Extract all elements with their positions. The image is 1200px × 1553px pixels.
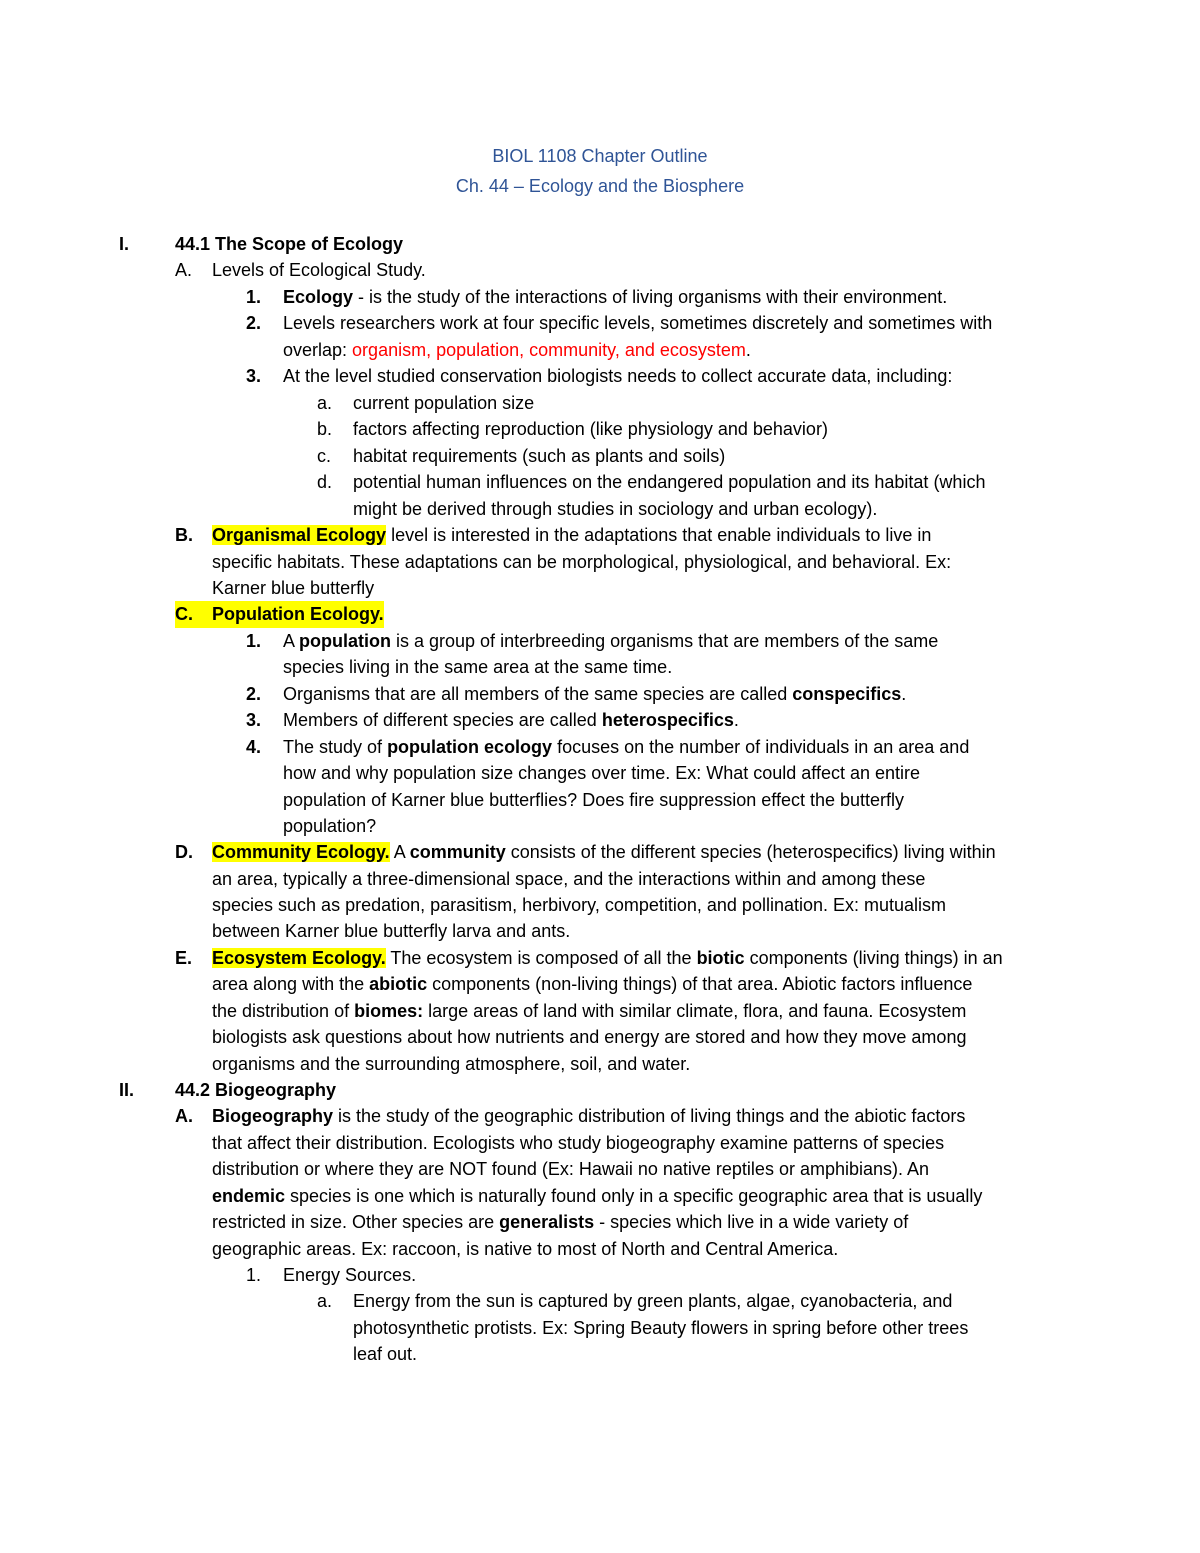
list-item-line [283, 734, 969, 761]
subsection-text: consists of the different species (heterospecifics) living within [505, 842, 996, 862]
subsection-line: distribution or where they are NOT found (Ex: Hawaii no native reptiles or amphibians). An [212, 1159, 930, 1179]
subsection-line [212, 998, 966, 1025]
item-text: A [283, 631, 300, 651]
subsection-text: Levels of Ecological Study. [212, 260, 426, 280]
subsection-text: restricted in size. Other species are [212, 1212, 500, 1232]
item-text: Organisms that are all members of the same species are called [283, 684, 793, 704]
subsection-marker: A. [175, 1106, 193, 1126]
item-marker: 4. [246, 737, 262, 757]
item-marker: 3. [246, 710, 262, 730]
subsection-text: area along with the [212, 974, 370, 994]
subsection-text: components (living things) in an [744, 948, 1003, 968]
subsection-line: specific habitats. These adaptations can be morphological, physiological, and behavioral. Ex: [212, 552, 952, 572]
document-subtitle: Ch. 44 – Ecology and the Biosphere [455, 176, 745, 196]
section-marker: I. [119, 234, 130, 254]
item-marker: 1. [246, 631, 262, 651]
term: Ecology [283, 287, 354, 307]
subsection-text: species is one which is naturally found only in a specific geographic area that is usually [285, 1186, 983, 1206]
document-title: BIOL 1108 Chapter Outline [492, 146, 708, 166]
term: population ecology [387, 737, 553, 757]
subsection-text: A [389, 842, 410, 862]
term: biomes: [354, 1001, 424, 1021]
highlighted-term: Population Ecology. [212, 601, 384, 628]
subitem-marker: b. [317, 419, 333, 439]
subsection-line [212, 522, 931, 549]
list-item-line [283, 681, 906, 708]
subitem-marker: a. [317, 1291, 333, 1311]
subitem-marker: d. [317, 472, 333, 492]
subsection-line [212, 1183, 982, 1210]
subsection-line [212, 1209, 908, 1236]
subsection-line: species such as predation, parasitism, herbivory, competition, and pollination. Ex: mutualism [212, 895, 947, 915]
list-item-line: species living in the same area at the same time. [283, 657, 673, 677]
item-text: - is the study of the interactions of living organisms with their environment. [353, 287, 948, 307]
subsection-marker: E. [175, 948, 193, 968]
subsection-text: The ecosystem is composed of all the [385, 948, 697, 968]
item-marker: 2. [246, 313, 262, 333]
subsection-line: Karner blue butterfly [212, 578, 375, 598]
item-marker: 1. [246, 287, 262, 307]
list-item-line: population? [283, 816, 377, 836]
subsection-line [212, 971, 972, 998]
list-item-line: Levels researchers work at four specific levels, sometimes discretely and sometimes with [283, 313, 993, 333]
subsection-text: large areas of land with similar climate, flora, and fauna. Ecosystem [423, 1001, 967, 1021]
section-heading: 44.2 Biogeography [175, 1080, 337, 1100]
subitem-marker: c. [317, 446, 332, 466]
subitem-text: potential human influences on the endangered population and its habitat (which [353, 472, 986, 492]
term: endemic [212, 1186, 286, 1206]
list-item-line: At the level studied conservation biologists needs to collect accurate data, including: [283, 366, 953, 386]
subsection-line: between Karner blue butterfly larva and ants. [212, 921, 571, 941]
section-marker: II. [119, 1080, 135, 1100]
emphasis-text: organism, population, community, and ecosystem [352, 340, 746, 360]
term: biotic [696, 948, 745, 968]
subitem-text: photosynthetic protists. Ex: Spring Beauty flowers in spring before other trees [353, 1318, 969, 1338]
item-text: The study of [283, 737, 388, 757]
item-text: Members of different species are called [283, 710, 602, 730]
subsection-line: an area, typically a three-dimensional space, and the interactions within and among these [212, 869, 926, 889]
item-text: . [901, 684, 907, 704]
term: population [299, 631, 391, 651]
subsection-text: the distribution of [212, 1001, 355, 1021]
list-item-line [283, 707, 739, 734]
list-item-line [283, 628, 938, 655]
subitem-text: Energy from the sun is captured by green plants, algae, cyanobacteria, and [353, 1291, 953, 1311]
item-text: focuses on the number of individuals in an area and [552, 737, 970, 757]
subsection-line: organisms and the surrounding atmosphere, soil, and water. [212, 1054, 691, 1074]
subsection-text: is the study of the geographic distribution of living things and the abiotic factors [333, 1106, 966, 1126]
subsection-line: biologists ask questions about how nutrients and energy are stored and how they move among [212, 1027, 967, 1047]
highlighted-term: Ecosystem Ecology. [212, 948, 386, 968]
item-text: overlap: [283, 340, 353, 360]
subitem-text: leaf out. [353, 1344, 418, 1364]
subsection-marker: D. [175, 842, 193, 862]
subsection-text: level is interested in the adaptations that enable individuals to live in [386, 525, 932, 545]
subsection-line [212, 1103, 965, 1130]
list-item-line: Energy Sources. [283, 1265, 417, 1285]
subsection-marker: C. [175, 601, 212, 628]
subitem-marker: a. [317, 393, 333, 413]
subitem-text: might be derived through studies in sociology and urban ecology). [353, 499, 878, 519]
subsection-line: that affect their distribution. Ecologists who study biogeography examine patterns of species [212, 1133, 945, 1153]
term: community [409, 842, 506, 862]
subsection-marker: A. [175, 260, 193, 280]
item-text: is a group of interbreeding organisms that are members of the same [391, 631, 939, 651]
subitem-text: factors affecting reproduction (like physiology and behavior) [353, 419, 828, 439]
item-marker: 1. [246, 1265, 262, 1285]
highlighted-term: Community Ecology. [212, 842, 390, 862]
subsection-marker: B. [175, 525, 193, 545]
list-item-line: how and why population size changes over time. Ex: What could affect an entire [283, 763, 921, 783]
item-text: . [733, 710, 739, 730]
term: Biogeography [212, 1106, 334, 1126]
subitem-text: current population size [353, 393, 535, 413]
subsection-text: - species which live in a wide variety of [594, 1212, 909, 1232]
subsection-line [212, 945, 1003, 972]
term: generalists [499, 1212, 595, 1232]
subsection-line: geographic areas. Ex: raccoon, is native to most of North and Central America. [212, 1239, 839, 1259]
highlighted-term: Organismal Ecology [212, 525, 387, 545]
item-marker: 2. [246, 684, 262, 704]
section-heading: 44.1 The Scope of Ecology [175, 234, 404, 254]
item-text: . [745, 340, 751, 360]
term: heterospecifics [601, 710, 734, 730]
list-item-line [283, 337, 751, 364]
list-item-line: population of Karner blue butterflies? Does fire suppression effect the butterfly [283, 790, 905, 810]
item-marker: 3. [246, 366, 262, 386]
list-item [283, 284, 947, 311]
subsection-text: components (non-living things) of that area. Abiotic factors influence [427, 974, 973, 994]
term: conspecifics [792, 684, 902, 704]
subitem-text: habitat requirements (such as plants and soils) [353, 446, 726, 466]
term: abiotic [369, 974, 428, 994]
subsection-line [212, 839, 996, 866]
